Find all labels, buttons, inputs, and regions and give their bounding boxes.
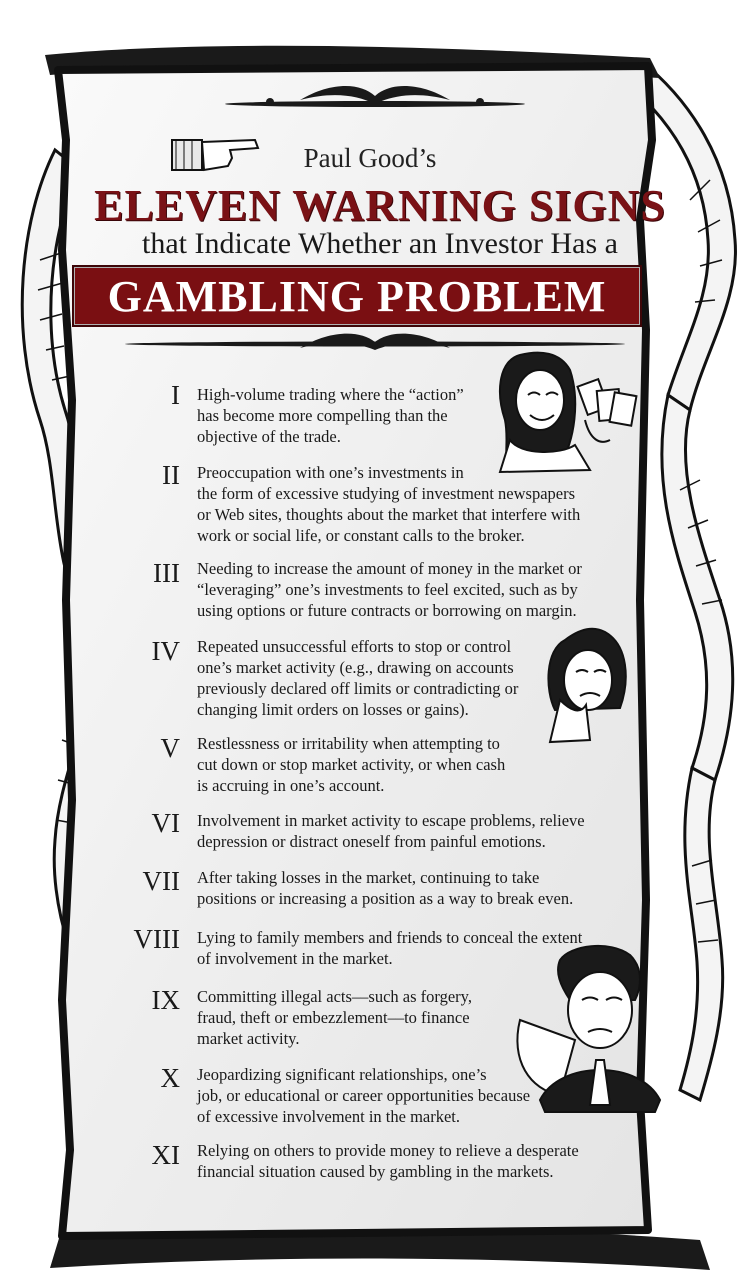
sign-text-line: Relying on others to provide money to relieve a desperate xyxy=(197,1141,579,1160)
sign-text xyxy=(197,867,573,909)
sign-text-line: using options or future contracts or borrowing on margin. xyxy=(197,601,577,620)
author-name: Paul Good’s xyxy=(303,143,437,173)
sign-text-line: job, or educational or career opportunities because xyxy=(197,1086,531,1105)
sign-text-line: cut down or stop market activity, or when cash xyxy=(197,755,506,774)
sign-numeral: VI xyxy=(151,808,180,838)
sign-text-line: previously declared off limits or contradicting or xyxy=(197,679,519,698)
sign-text xyxy=(197,733,505,796)
sign-text-line: Repeated unsuccessful efforts to stop or control xyxy=(197,637,512,656)
sign-text-line: Committing illegal acts––such as forgery, xyxy=(197,987,472,1006)
sign-text-line: fraud, theft or embezzlement––to finance xyxy=(197,1008,470,1027)
sign-text xyxy=(197,558,582,621)
sign-text xyxy=(197,1064,530,1127)
sign-text xyxy=(197,810,585,852)
sign-text-line: Involvement in market activity to escape problems, relieve xyxy=(197,811,585,830)
banner-text: GAMBLING PROBLEM xyxy=(107,271,607,321)
sign-numeral: XI xyxy=(151,1140,180,1170)
sign-numeral: III xyxy=(153,558,180,588)
sign-text-line: High-volume trading where the “action” xyxy=(197,385,464,404)
banner xyxy=(72,265,642,327)
sign-text-line: one’s market activity (e.g., drawing on accounts xyxy=(197,658,514,677)
sign-numeral: V xyxy=(160,733,180,763)
sign-text xyxy=(197,986,472,1049)
sign-text-line: of involvement in the market. xyxy=(197,949,393,968)
sign-text-line: Preoccupation with one’s investments in xyxy=(197,463,464,482)
sign-text-line: is accruing in one’s account. xyxy=(197,776,385,795)
sign-text xyxy=(197,1140,579,1182)
main-title: ELEVEN WARNING SIGNS xyxy=(94,181,666,230)
sign-text-line: changing limit orders on losses or gains). xyxy=(197,700,469,719)
sign-text-line: depression or distract oneself from painful emotions. xyxy=(197,832,546,851)
subtitle: that Indicate Whether an Investor Has a xyxy=(142,227,618,260)
sign-numeral: II xyxy=(162,460,180,490)
sign-text-line: objective of the trade. xyxy=(197,427,341,446)
sign-numeral: VIII xyxy=(133,924,180,954)
sign-text-line: the form of excessive studying of investment newspapers xyxy=(197,484,576,503)
sign-text-line: positions or increasing a position as a way to break even. xyxy=(197,889,574,908)
sign-text xyxy=(197,927,582,969)
sign-text-line: Lying to family members and friends to conceal the extent xyxy=(197,928,583,947)
sign-text-line: or Web sites, thoughts about the market that interfere with xyxy=(197,505,581,524)
sign-text xyxy=(197,636,518,720)
sign-text-line: financial situation caused by gambling in the markets. xyxy=(197,1162,554,1181)
sign-numeral: I xyxy=(171,380,180,410)
sign-text-line: “leveraging” one’s investments to feel excited, such as by xyxy=(197,580,578,599)
sign-text-line: Jeopardizing significant relationships, one’s xyxy=(197,1065,487,1084)
sign-numeral: VII xyxy=(142,866,180,896)
sign-numeral: IV xyxy=(151,636,180,666)
sign-text xyxy=(197,384,464,447)
sign-text-line: Restlessness or irritability when attempting to xyxy=(197,734,500,753)
sign-text-line: of excessive involvement in the market. xyxy=(197,1107,461,1126)
sign-text-line: has become more compelling than the xyxy=(197,406,448,425)
sign-text-line: Needing to increase the amount of money in the market or xyxy=(197,559,582,578)
sign-text-line: market activity. xyxy=(197,1029,300,1048)
sign-numeral: X xyxy=(160,1063,180,1093)
sign-text-line: After taking losses in the market, continuing to take xyxy=(197,868,540,887)
sign-text xyxy=(197,462,580,546)
sign-numeral: IX xyxy=(151,985,180,1015)
sign-text-line: work or social life, or constant calls to the broker. xyxy=(197,526,525,545)
